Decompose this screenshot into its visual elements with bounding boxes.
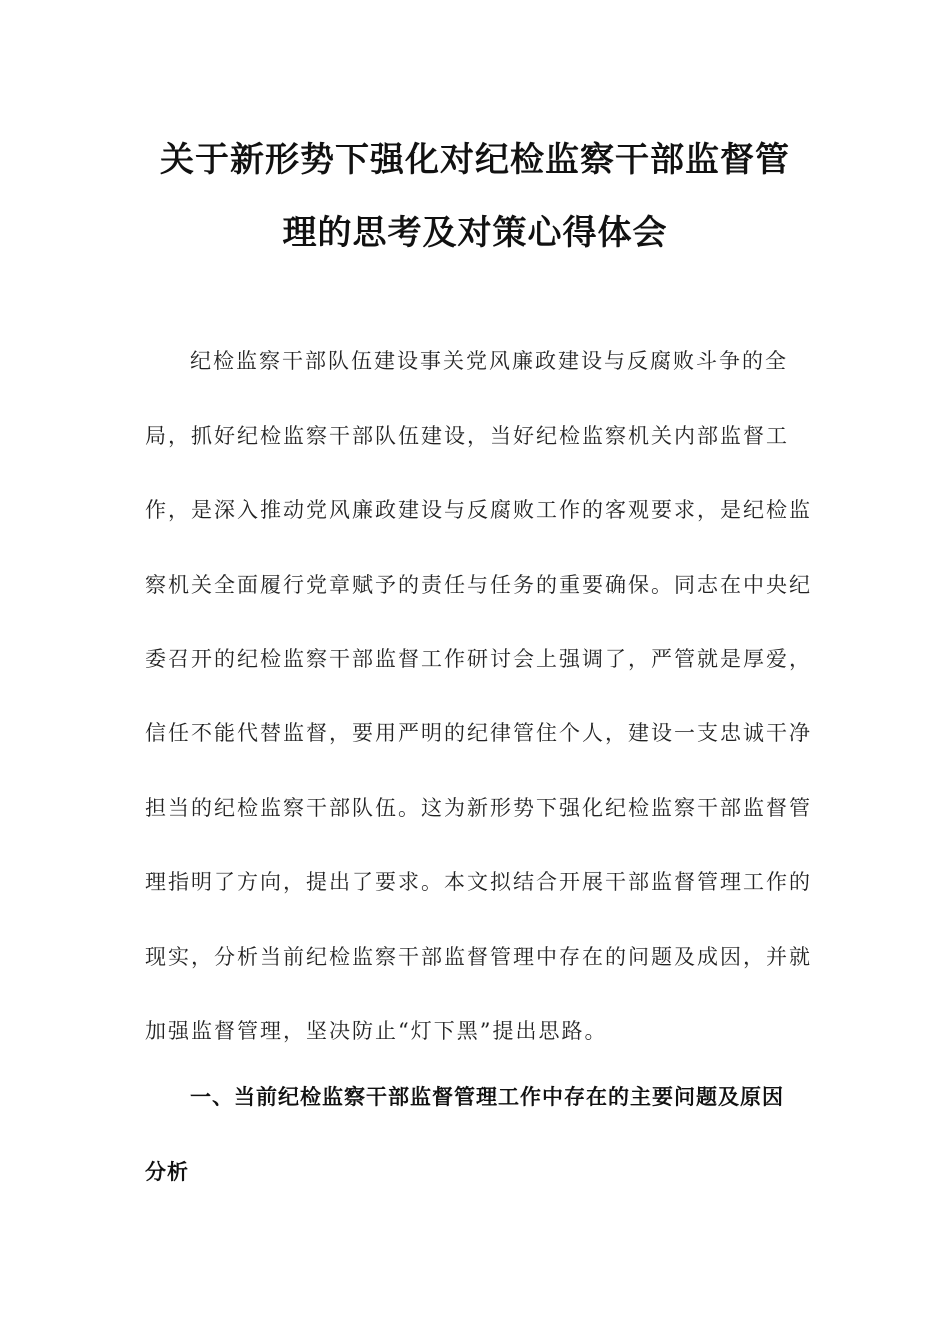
paragraph-line: 现实，分析当前纪检监察干部监督管理中存在的问题及成因，并就 <box>145 945 812 969</box>
document-title-line-2: 理的思考及对策心得体会 <box>282 213 668 253</box>
section-heading-line-1: 一、当前纪检监察干部监督管理工作中存在的主要问题及原因 <box>190 1085 784 1109</box>
paragraph-line: 察机关全面履行党章赋予的责任与任务的重要确保。同志在中央纪 <box>145 573 812 597</box>
paragraph-line: 信任不能代替监督，要用严明的纪律管住个人，建设一支忠诚干净 <box>145 721 812 745</box>
section-heading-line-2: 分析 <box>145 1160 189 1184</box>
paragraph-line: 委召开的纪检监察干部监督工作研讨会上强调了，严管就是厚爱， <box>145 647 812 671</box>
document-title-line-1: 关于新形势下强化对纪检监察干部监督管 <box>160 140 790 180</box>
paragraph-line: 理指明了方向，提出了要求。本文拟结合开展干部监督管理工作的 <box>145 870 812 894</box>
paragraph-line: 担当的纪检监察干部队伍。这为新形势下强化纪检监察干部监督管 <box>145 796 812 820</box>
paragraph-line: 加强监督管理，坚决防止“灯下黑”提出思路。 <box>145 1019 608 1043</box>
paragraph-line: 作，是深入推动党风廉政建设与反腐败工作的客观要求，是纪检监 <box>145 498 812 522</box>
paragraph-line: 局，抓好纪检监察干部队伍建设，当好纪检监察机关内部监督工 <box>145 424 789 448</box>
paragraph-line: 纪检监察干部队伍建设事关党风廉政建设与反腐败斗争的全 <box>190 349 788 373</box>
